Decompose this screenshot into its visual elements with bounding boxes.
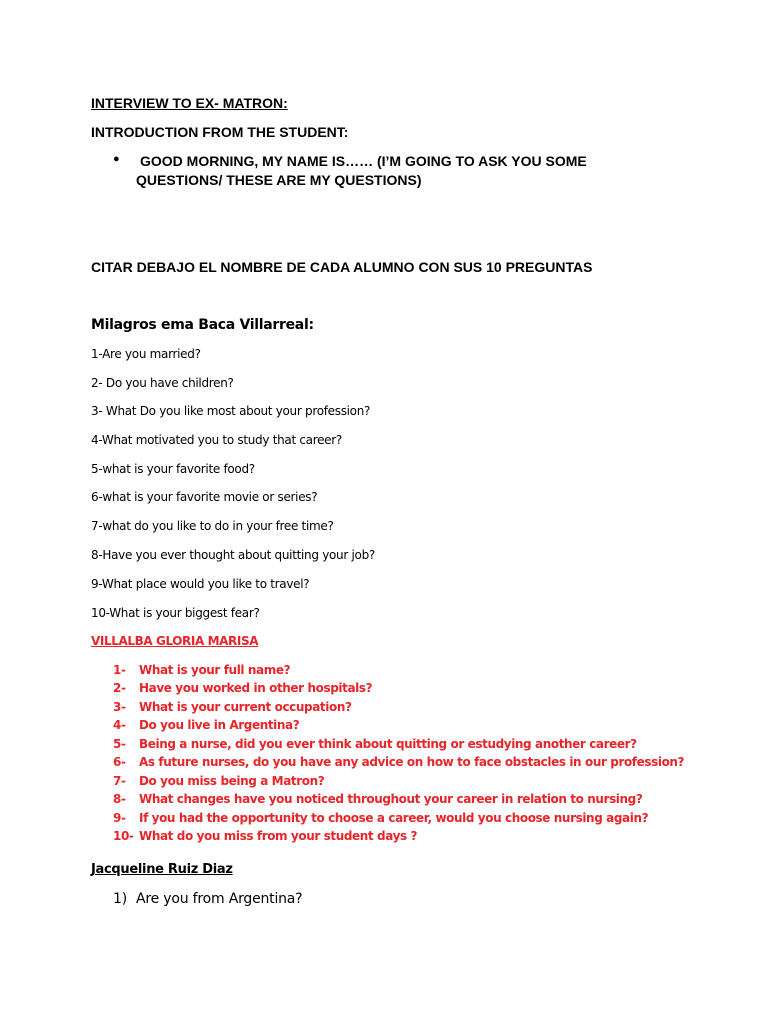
question-number: 5-: [113, 737, 126, 751]
student1-question: 3- What Do you like most about your profession?: [91, 404, 371, 418]
question-number: 7-: [113, 774, 126, 788]
question-number: 9-: [113, 811, 126, 825]
bullet-line-1: GOOD MORNING, MY NAME IS…… (I’M GOING TO ASK YOU SOME: [140, 153, 587, 169]
student2-name: VILLALBA GLORIA MARISA: [91, 634, 259, 648]
question-text: What do you miss from your student days ?: [139, 829, 418, 843]
question-text: Have you worked in other hospitals?: [139, 681, 373, 695]
student1-question: 6-what is your favorite movie or series?: [91, 490, 318, 504]
question-text: Do you live in Argentina?: [139, 718, 300, 732]
document-title: INTERVIEW TO EX- MATRON:: [91, 95, 288, 111]
question-text: If you had the opportunity to choose a career, would you choose nursing again?: [139, 811, 649, 825]
student2-question: [113, 811, 648, 825]
question-text: What is your current occupation?: [139, 700, 352, 714]
question-number: 3-: [113, 700, 126, 714]
student1-question: 4-What motivated you to study that career?: [91, 433, 342, 447]
intro-heading: INTRODUCTION FROM THE STUDENT:: [91, 124, 349, 140]
question-number: 6-: [113, 755, 126, 769]
student2-question: [113, 700, 352, 714]
question-number: 10-: [113, 829, 134, 843]
student1-question: 8-Have you ever thought about quitting your job?: [91, 548, 375, 562]
student2-question: [113, 755, 684, 769]
student2-question: [113, 663, 290, 677]
student1-question: 9-What place would you like to travel?: [91, 577, 310, 591]
student1-question: 2- Do you have children?: [91, 376, 234, 390]
bullet-line-2: QUESTIONS/ THESE ARE MY QUESTIONS): [136, 172, 422, 188]
question-number: 1-: [113, 663, 126, 677]
question-number: 2-: [113, 681, 126, 695]
question-text: What is your full name?: [139, 663, 291, 677]
student1-name: Milagros ema Baca Villarreal:: [91, 317, 314, 333]
student1-question: 1-Are you married?: [91, 347, 201, 361]
question-text: What changes have you noticed throughout your career in relation to nursing?: [139, 792, 643, 806]
student2-question: [113, 681, 372, 695]
question-number: 1): [113, 891, 127, 907]
instruction-text: CITAR DEBAJO EL NOMBRE DE CADA ALUMNO CON SUS 10 PREGUNTAS: [91, 259, 593, 275]
question-text: Being a nurse, did you ever think about quitting or estudying another career?: [139, 737, 637, 751]
student1-question: 7-what do you like to do in your free time?: [91, 519, 334, 533]
student2-question: [113, 829, 417, 843]
student1-question: 5-what is your favorite food?: [91, 462, 255, 476]
student3-question: [113, 891, 302, 907]
student2-question: [113, 737, 637, 751]
student1-question: 10-What is your biggest fear?: [91, 606, 260, 620]
question-text: As future nurses, do you have any advice on how to face obstacles in our profession?: [139, 755, 685, 769]
student2-question: [113, 774, 324, 788]
question-number: 4-: [113, 718, 126, 732]
student2-question: [113, 792, 642, 806]
student3-name: Jacqueline Ruiz Diaz: [91, 862, 233, 877]
question-text: Are you from Argentina?: [136, 891, 303, 907]
question-number: 8-: [113, 792, 126, 806]
question-text: Do you miss being a Matron?: [139, 774, 325, 788]
bullet-icon: ●: [113, 153, 120, 165]
student2-question: [113, 718, 299, 732]
